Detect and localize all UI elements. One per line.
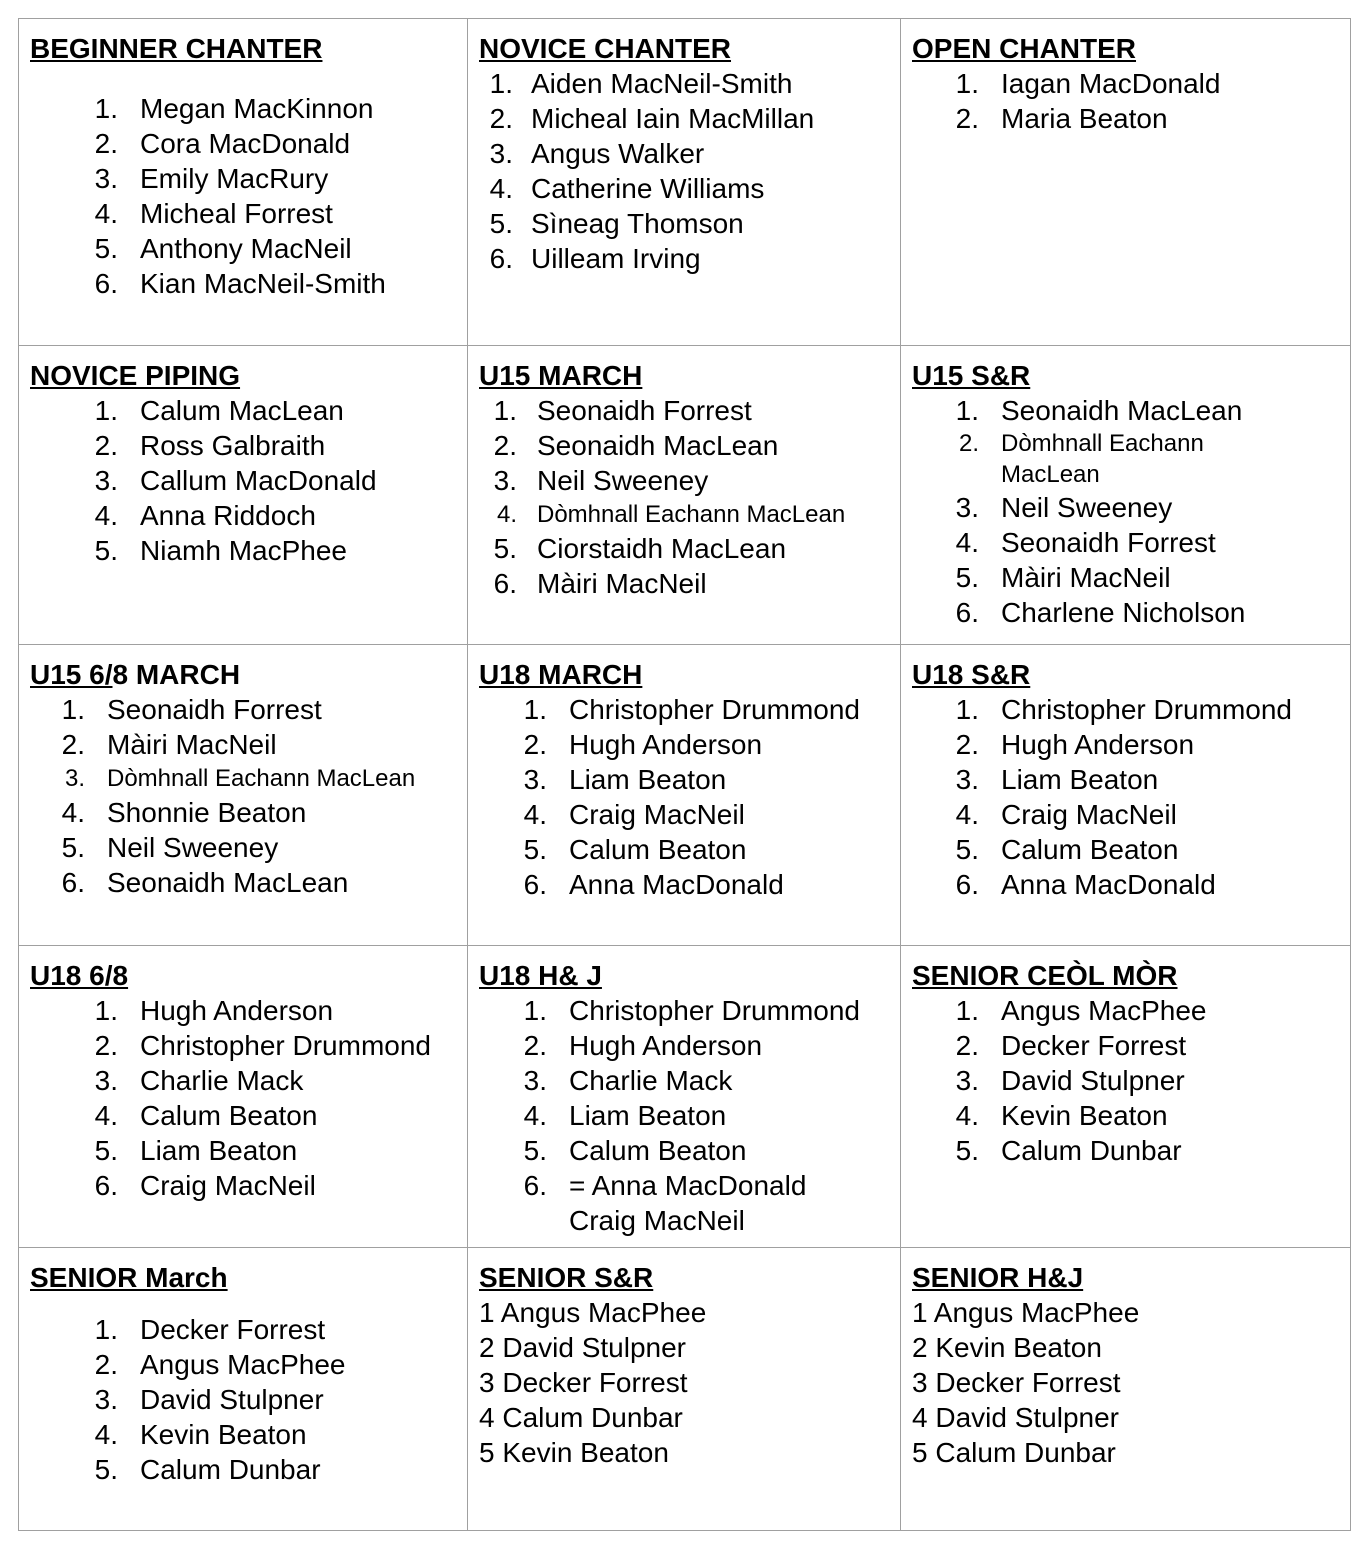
results-list <box>479 393 890 601</box>
results-list <box>30 1312 457 1487</box>
list-item: 4. Seonaidh Forrest <box>955 527 1216 558</box>
list-item: 4. Kevin Beaton <box>955 1100 1168 1131</box>
category-cell <box>901 1248 1351 1531</box>
result-line: 2 David Stulpner <box>479 1332 687 1363</box>
list-item: 1. Seonaidh MacLean <box>955 395 1243 426</box>
result-line: 1 Angus MacPhee <box>912 1297 1140 1328</box>
results-row <box>19 946 1351 1248</box>
list-item: 6. = Anna MacDonald Craig MacNeil <box>523 1170 807 1236</box>
category-title: OPEN CHANTER <box>912 33 1137 64</box>
result-line: 5 Calum Dunbar <box>912 1437 1116 1468</box>
list-item: 5. Màiri MacNeil <box>955 562 1171 593</box>
results-row <box>19 346 1351 645</box>
list-item: 4. Calum Beaton <box>94 1100 318 1131</box>
list-item: 3. Angus Walker <box>489 138 705 169</box>
list-item: 2. Dòmhnall Eachann MacLean <box>958 430 1204 488</box>
results-list <box>479 66 890 276</box>
list-item: 2. Ross Galbraith <box>94 430 326 461</box>
list-item: 6. Charlene Nicholson <box>955 597 1246 628</box>
results-list <box>479 692 890 902</box>
result-line: 5 Kevin Beaton <box>479 1437 669 1468</box>
list-item: 5. Calum Dunbar <box>955 1135 1182 1166</box>
list-item: 1. Seonaidh Forrest <box>493 395 752 426</box>
list-item: 4. Anna Riddoch <box>94 500 316 531</box>
category-cell <box>468 346 901 645</box>
results-row <box>19 1248 1351 1531</box>
results-list <box>30 393 457 568</box>
list-item: 4. Liam Beaton <box>523 1100 727 1131</box>
category-cell <box>468 645 901 946</box>
results-list <box>912 692 1340 902</box>
list-item: 4. Dòmhnall Eachann MacLean <box>496 501 846 528</box>
list-item: 5. Calum Beaton <box>523 834 747 865</box>
list-item: 6. Uilleam Irving <box>489 243 701 274</box>
list-item: 1. Christopher Drummond <box>523 694 860 725</box>
result-line: 3 Decker Forrest <box>479 1367 688 1398</box>
list-item: 1. Christopher Drummond <box>955 694 1292 725</box>
list-item: 2. Màiri MacNeil <box>61 729 277 760</box>
results-list <box>912 393 1340 630</box>
list-item: 5. Calum Dunbar <box>94 1454 321 1485</box>
list-item: 1. Decker Forrest <box>94 1314 326 1345</box>
list-item: 1. Megan MacKinnon <box>94 93 374 124</box>
category-cell <box>901 346 1351 645</box>
list-item: 3. Charlie Mack <box>94 1065 304 1096</box>
list-item: 2. Hugh Anderson <box>955 729 1195 760</box>
category-title: SENIOR CEÒL MÒR <box>912 960 1178 991</box>
list-item: 1. Christopher Drummond <box>523 995 860 1026</box>
list-item: 2. Hugh Anderson <box>523 729 763 760</box>
results-list <box>912 66 1340 136</box>
results-list <box>30 993 457 1203</box>
list-item: 6. Craig MacNeil <box>94 1170 316 1201</box>
category-title: SENIOR March <box>30 1262 228 1293</box>
list-item: 3. Liam Beaton <box>955 764 1159 795</box>
list-item: 3. Emily MacRury <box>94 163 329 194</box>
list-item: 2. Cora MacDonald <box>94 128 351 159</box>
list-item: 5. Anthony MacNeil <box>94 233 352 264</box>
list-item: 3. Neil Sweeney <box>493 465 709 496</box>
category-cell <box>19 645 468 946</box>
list-item: 5. Liam Beaton <box>94 1135 298 1166</box>
list-item: 5. Niamh MacPhee <box>94 535 347 566</box>
category-title: U18 H& J <box>479 960 602 991</box>
list-item: 6. Anna MacDonald <box>955 869 1216 900</box>
list-item: 3. Liam Beaton <box>523 764 727 795</box>
list-item: 6. Anna MacDonald <box>523 869 784 900</box>
list-item: 4. Shonnie Beaton <box>61 797 307 828</box>
category-title: U15 MARCH <box>479 360 643 391</box>
result-line: 1 Angus MacPhee <box>479 1297 707 1328</box>
category-title: BEGINNER CHANTER <box>30 33 323 64</box>
category-title: NOVICE CHANTER <box>479 33 732 64</box>
list-item: 4. Catherine Williams <box>489 173 765 204</box>
results-list <box>30 692 457 900</box>
list-item: 2. Hugh Anderson <box>523 1030 763 1061</box>
list-item: 1. Angus MacPhee <box>955 995 1207 1026</box>
list-item: 5. Calum Beaton <box>523 1135 747 1166</box>
category-cell <box>19 1248 468 1531</box>
list-item: 3. David Stulpner <box>94 1384 324 1415</box>
category-cell <box>19 946 468 1248</box>
list-item: 2. Angus MacPhee <box>94 1349 346 1380</box>
category-cell <box>468 1248 901 1531</box>
results-list <box>912 993 1340 1168</box>
list-item: 6. Màiri MacNeil <box>493 568 707 599</box>
list-item: 3. Charlie Mack <box>523 1065 733 1096</box>
category-title: SENIOR S&R <box>479 1262 654 1293</box>
results-list <box>479 993 890 1238</box>
result-line: 4 Calum Dunbar <box>479 1402 683 1433</box>
category-title: NOVICE PIPING <box>30 360 241 391</box>
list-item: 4. Craig MacNeil <box>955 799 1177 830</box>
list-item: 4. Craig MacNeil <box>523 799 745 830</box>
category-cell <box>468 19 901 346</box>
list-item: 2. Christopher Drummond <box>94 1030 431 1061</box>
list-item: 6. Kian MacNeil-Smith <box>94 268 386 299</box>
list-item: 1. Seonaidh Forrest <box>61 694 322 725</box>
category-title: SENIOR H&J <box>912 1262 1084 1293</box>
list-item: 3. Neil Sweeney <box>955 492 1173 523</box>
category-cell <box>468 946 901 1248</box>
category-title: U18 6/8 <box>30 960 129 991</box>
result-line: 3 Decker Forrest <box>912 1367 1121 1398</box>
list-item: 5. Neil Sweeney <box>61 832 279 863</box>
list-item: 1. Calum MacLean <box>94 395 344 426</box>
list-item: 5. Sìneag Thomson <box>489 208 744 239</box>
list-item: 3. Dòmhnall Eachann MacLean <box>64 765 416 792</box>
list-item: 2. Micheal Iain MacMillan <box>489 103 815 134</box>
list-item: 4. Kevin Beaton <box>94 1419 307 1450</box>
result-line: 2 Kevin Beaton <box>912 1332 1102 1363</box>
category-cell <box>901 946 1351 1248</box>
category-cell <box>19 346 468 645</box>
result-line: 4 David Stulpner <box>912 1402 1120 1433</box>
results-row <box>19 19 1351 346</box>
list-item: 1. Aiden MacNeil-Smith <box>489 68 793 99</box>
list-item: 1. Hugh Anderson <box>94 995 334 1026</box>
category-cell <box>19 19 468 346</box>
category-cell <box>901 645 1351 946</box>
list-item: 5. Ciorstaidh MacLean <box>493 533 787 564</box>
list-item: 2. Seonaidh MacLean <box>493 430 779 461</box>
list-item: 4. Micheal Forrest <box>94 198 333 229</box>
list-item: 3. Callum MacDonald <box>94 465 377 496</box>
results-table <box>18 18 1351 1531</box>
list-item: 2. Decker Forrest <box>955 1030 1187 1061</box>
category-cell <box>901 19 1351 346</box>
list-item: 6. Seonaidh MacLean <box>61 867 349 898</box>
list-item: 3. David Stulpner <box>955 1065 1185 1096</box>
category-title: U18 S&R <box>912 659 1031 690</box>
results-row <box>19 645 1351 946</box>
list-item: 1. Iagan MacDonald <box>955 68 1221 99</box>
results-list <box>30 91 457 301</box>
list-item: 5. Calum Beaton <box>955 834 1179 865</box>
category-title: U15 6/8 MARCH <box>30 659 241 690</box>
list-item: 2. Maria Beaton <box>955 103 1168 134</box>
category-title: U15 S&R <box>912 360 1031 391</box>
category-title: U18 MARCH <box>479 659 643 690</box>
